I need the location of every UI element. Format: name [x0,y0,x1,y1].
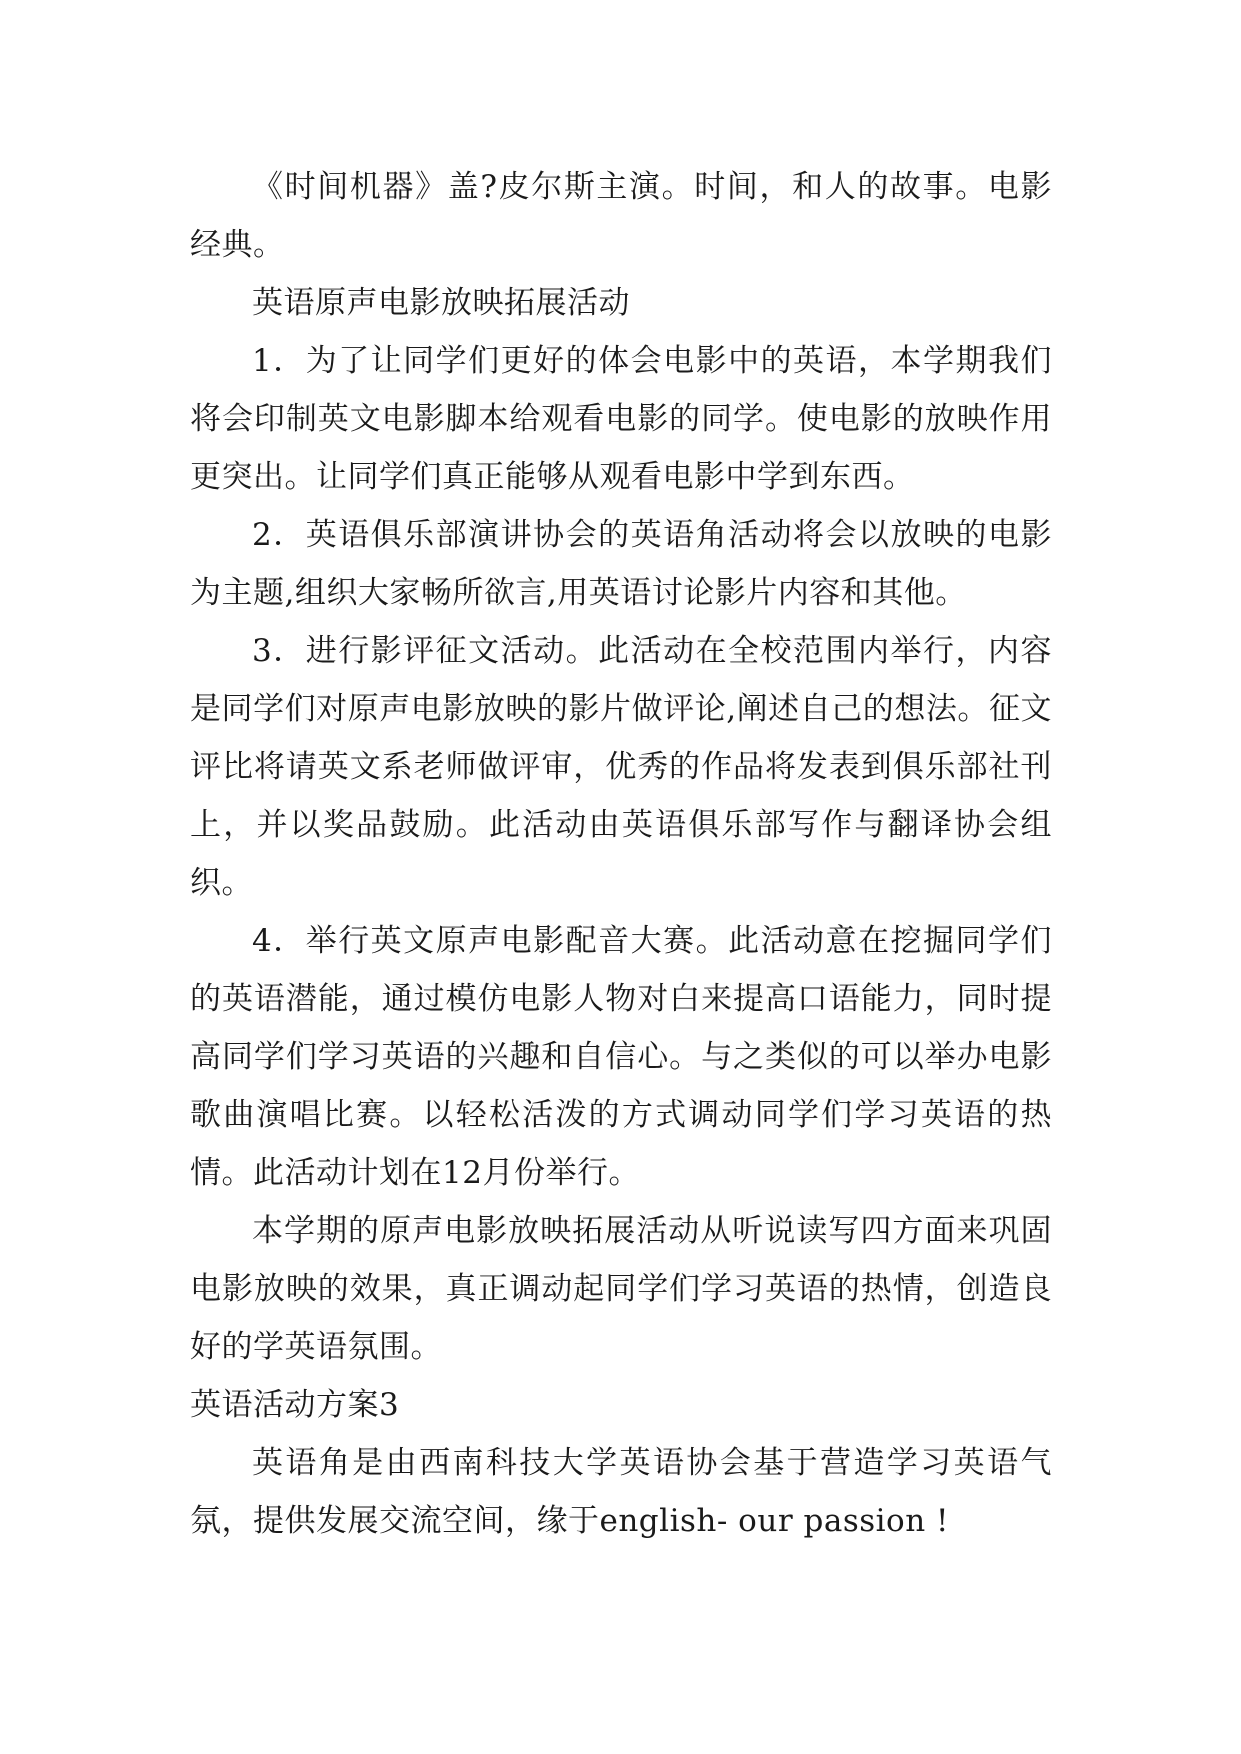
paragraph-item-4: 4．举行英文原声电影配音大赛。此活动意在挖掘同学们的英语潜能，通过模仿电影人物对白来提高口语能力，同时提高同学们学习英语的兴趣和自信心。与之类似的可以举办电影歌曲演唱比赛。以轻松活泼的方式调动同学们学习英语的热情。此活动计划在12月份举行。 [190,923,1052,1191]
section-heading-film-activities: 英语原声电影放映拓展活动 [252,285,630,321]
paragraph-item-1: 1．为了让同学们更好的体会电影中的英语，本学期我们将会印制英文电影脚本给观看电影的同学。使电影的放映作用更突出。让同学们真正能够从观看电影中学到东西。 [190,343,1052,495]
paragraph-item-3: 3．进行影评征文活动。此活动在全校范围内举行，内容是同学们对原声电影放映的影片做评论,阐述自己的想法。征文评比将请英文系老师做评审，优秀的作品将发表到俱乐部社刊上，并以奖品鼓励。此活动由英语俱乐部写作与翻译协会组织。 [190,633,1052,901]
paragraph-item-2: 2．英语俱乐部演讲协会的英语角活动将会以放映的电影为主题,组织大家畅所欲言,用英语讨论影片内容和其他。 [190,517,1052,611]
document-body [190,158,1052,1550]
paragraph-time-machine: 《时间机器》盖?皮尔斯主演。时间，和人的故事。电影经典。 [190,169,1052,263]
paragraph-summary: 本学期的原声电影放映拓展活动从听说读写四方面来巩固电影放映的效果，真正调动起同学们学习英语的热情，创造良好的学英语氛围。 [190,1213,1052,1365]
paragraph-english-corner: 英语角是由西南科技大学英语协会基于营造学习英语气氛，提供发展交流空间，缘于english- our passion ! [190,1445,1052,1539]
section-heading-plan-3: 英语活动方案3 [190,1387,400,1423]
